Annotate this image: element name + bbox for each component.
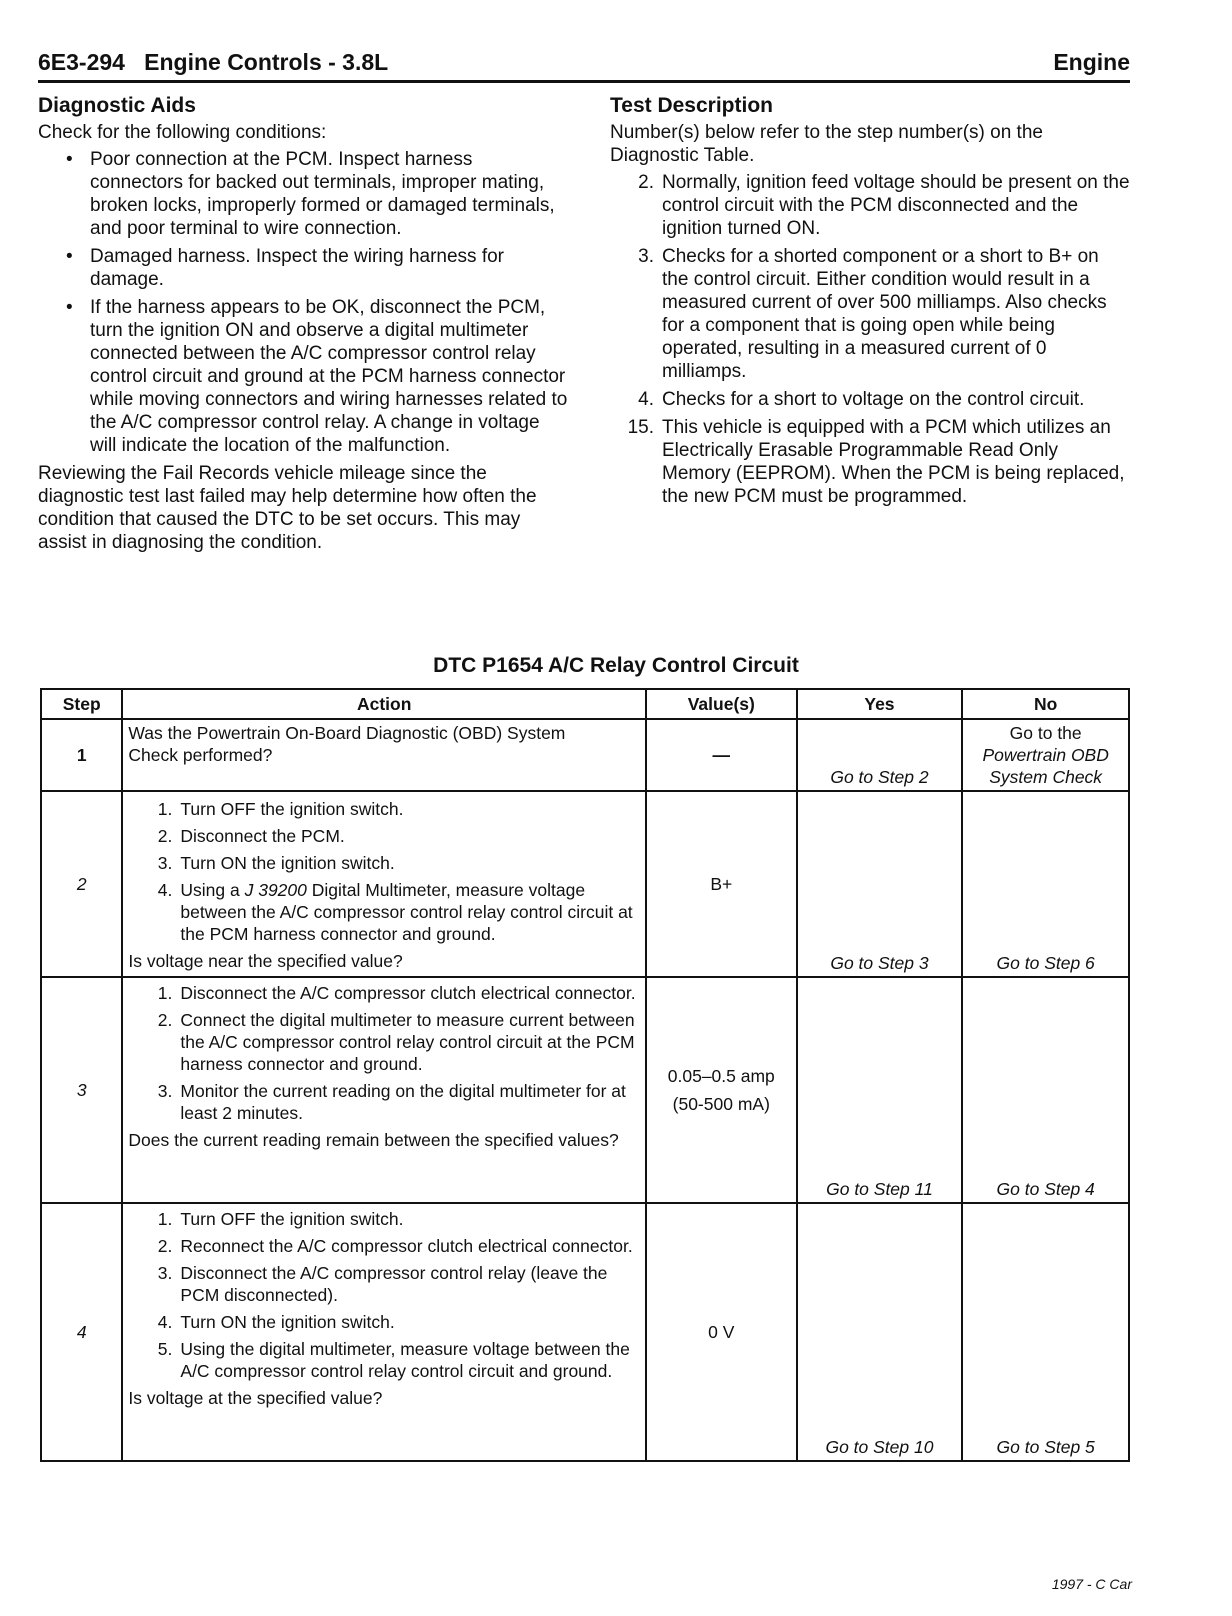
- table-row: [41, 1203, 1129, 1461]
- no-text: Go to the: [1009, 723, 1082, 743]
- header-values: Value(s): [646, 689, 797, 719]
- list-item: 1. Turn OFF the ignition switch.: [157, 1209, 404, 1229]
- value-cell: [646, 977, 797, 1203]
- yes-cell: [797, 1203, 963, 1461]
- action-steps: [128, 798, 640, 945]
- action-steps: [128, 982, 640, 1124]
- table-row: [41, 791, 1129, 977]
- goto-link: Go to Step 5: [996, 1437, 1095, 1457]
- test-description-heading: Test Description: [610, 94, 773, 117]
- value-cell: 0 V: [646, 1203, 797, 1461]
- action-question: Does the current reading remain between the specified values?: [128, 1130, 619, 1150]
- action-cell: [122, 1203, 646, 1461]
- list-item: • Poor connection at the PCM. Inspect harness connectors for backed out terminals, improper mating, broken locks, improperly formed or damaged terminals, and poor terminal to wire connection.: [66, 149, 555, 239]
- header-action: Action: [122, 689, 646, 719]
- action-question: Is voltage at the specified value?: [128, 1388, 383, 1408]
- no-cell: [962, 1203, 1129, 1461]
- diagnostic-aids-heading: Diagnostic Aids: [38, 94, 196, 117]
- yes-cell: [797, 977, 963, 1203]
- table-row: [41, 719, 1129, 791]
- no-cell: [962, 977, 1129, 1203]
- table-title: DTC P1654 A/C Relay Control Circuit: [433, 654, 799, 677]
- step-number: 2: [41, 791, 122, 977]
- diagnostic-table: [40, 688, 1130, 1462]
- goto-link: Go to Step 4: [996, 1179, 1095, 1199]
- action-cell: [122, 719, 646, 791]
- test-description-section: [610, 94, 1130, 513]
- goto-link: Go to Step 2: [830, 767, 929, 787]
- list-item: 1. Disconnect the A/C compressor clutch electrical connector.: [157, 983, 636, 1003]
- goto-link: Go to Step 3: [830, 953, 929, 973]
- list-item: 2. Normally, ignition feed voltage should be present on the control circuit with the PCM disconnected and the ignition turned ON.: [638, 172, 1130, 239]
- page-header: [38, 44, 1130, 83]
- value-cell: —: [646, 719, 797, 791]
- list-item: 5. Using the digital multimeter, measure voltage between the A/C compressor control relay control circuit and ground.: [157, 1339, 630, 1381]
- list-item: • Damaged harness. Inspect the wiring harness for damage.: [66, 246, 504, 290]
- action-cell: [122, 791, 646, 977]
- tool-number: J 39200: [244, 880, 307, 900]
- list-item: 1. Turn OFF the ignition switch.: [157, 799, 404, 819]
- action-question: Was the Powertrain On-Board Diagnostic (OBD) System Check performed?: [128, 723, 566, 765]
- list-item: 3. Monitor the current reading on the digital multimeter for at least 2 minutes.: [157, 1081, 626, 1123]
- action-question: Is voltage near the specified value?: [128, 951, 403, 971]
- action-steps: [128, 1208, 640, 1382]
- page-header-section: Engine: [1053, 49, 1130, 75]
- no-cell: [962, 791, 1129, 977]
- value-range-ma: (50-500 mA): [672, 1094, 770, 1114]
- list-item: 4. Turn ON the ignition switch.: [157, 1312, 395, 1332]
- test-description-intro: Number(s) below refer to the step number(s) on the Diagnostic Table.: [610, 122, 1043, 166]
- list-item: 15. This vehicle is equipped with a PCM which utilizes an Electrically Erasable Programmable Read Only Memory (EEPROM). When the PCM is being replaced, the new PCM must be programmed.: [627, 417, 1125, 507]
- step-number: 1: [41, 719, 122, 791]
- page-footer: 1997 - C Car: [1051, 1576, 1132, 1592]
- header-step: Step: [41, 689, 122, 719]
- header-no: No: [962, 689, 1129, 719]
- page-header-title: 6E3-294 Engine Controls - 3.8L: [38, 49, 389, 75]
- list-item: 2. Connect the digital multimeter to measure current between the A/C compressor control relay control circuit at the PCM harness connector and ground.: [157, 1010, 635, 1074]
- list-item: 4. Using a J 39200 Digital Multimeter, measure voltage between the A/C compressor control relay control circuit at the PCM harness connector and ground.: [157, 880, 633, 944]
- table-row: [41, 977, 1129, 1203]
- step-number: 3: [41, 977, 122, 1203]
- header-yes: Yes: [797, 689, 963, 719]
- yes-cell: [797, 791, 963, 977]
- list-item: 3. Checks for a shorted component or a short to B+ on the control circuit. Either condition would result in a measured current of over 500 milliamps. Also checks for a component that is going open while being operated, resulting in a measured current of 0 milliamps.: [638, 246, 1107, 382]
- bullet-icon: •: [66, 149, 73, 170]
- list-item: 2. Disconnect the PCM.: [157, 826, 345, 846]
- bullet-icon: •: [66, 246, 73, 267]
- goto-link: Powertrain OBD System Check: [982, 745, 1109, 787]
- goto-link: Go to Step 10: [825, 1437, 934, 1457]
- list-item: 3. Disconnect the A/C compressor control relay (leave the PCM disconnected).: [157, 1263, 608, 1305]
- yes-cell: [797, 719, 963, 791]
- goto-link: Go to Step 6: [996, 953, 1095, 973]
- action-cell: [122, 977, 646, 1203]
- goto-link: Go to Step 11: [826, 1179, 933, 1199]
- list-item: 4. Checks for a short to voltage on the control circuit.: [638, 389, 1085, 410]
- diagnostic-aids-intro: Check for the following conditions:: [38, 122, 327, 143]
- step-number: 4: [41, 1203, 122, 1461]
- table-header-row: [41, 689, 1129, 719]
- diagnostic-aids-section: [38, 94, 568, 554]
- test-description-list: [610, 171, 1130, 508]
- list-item: 2. Reconnect the A/C compressor clutch electrical connector.: [157, 1236, 633, 1256]
- value-range: 0.05–0.5 amp: [667, 1066, 775, 1086]
- value-cell: B+: [646, 791, 797, 977]
- list-item: • If the harness appears to be OK, disconnect the PCM, turn the ignition ON and observe a digital multimeter connected between the A/C compressor control relay control circuit and ground at the PCM harness connector while moving connectors and wiring harnesses related to the A/C compressor control relay. A change in voltage will indicate the location of the malfunction.: [66, 297, 568, 456]
- bullet-icon: •: [66, 297, 73, 318]
- no-cell: [962, 719, 1129, 791]
- list-item: 3. Turn ON the ignition switch.: [157, 853, 395, 873]
- diagnostic-aids-closing: Reviewing the Fail Records vehicle mileage since the diagnostic test last failed may help determine how often the condition that caused the DTC to be set occurs. This may assist in diagnosing the condition.: [38, 463, 537, 553]
- diagnostic-aids-list: [38, 148, 568, 457]
